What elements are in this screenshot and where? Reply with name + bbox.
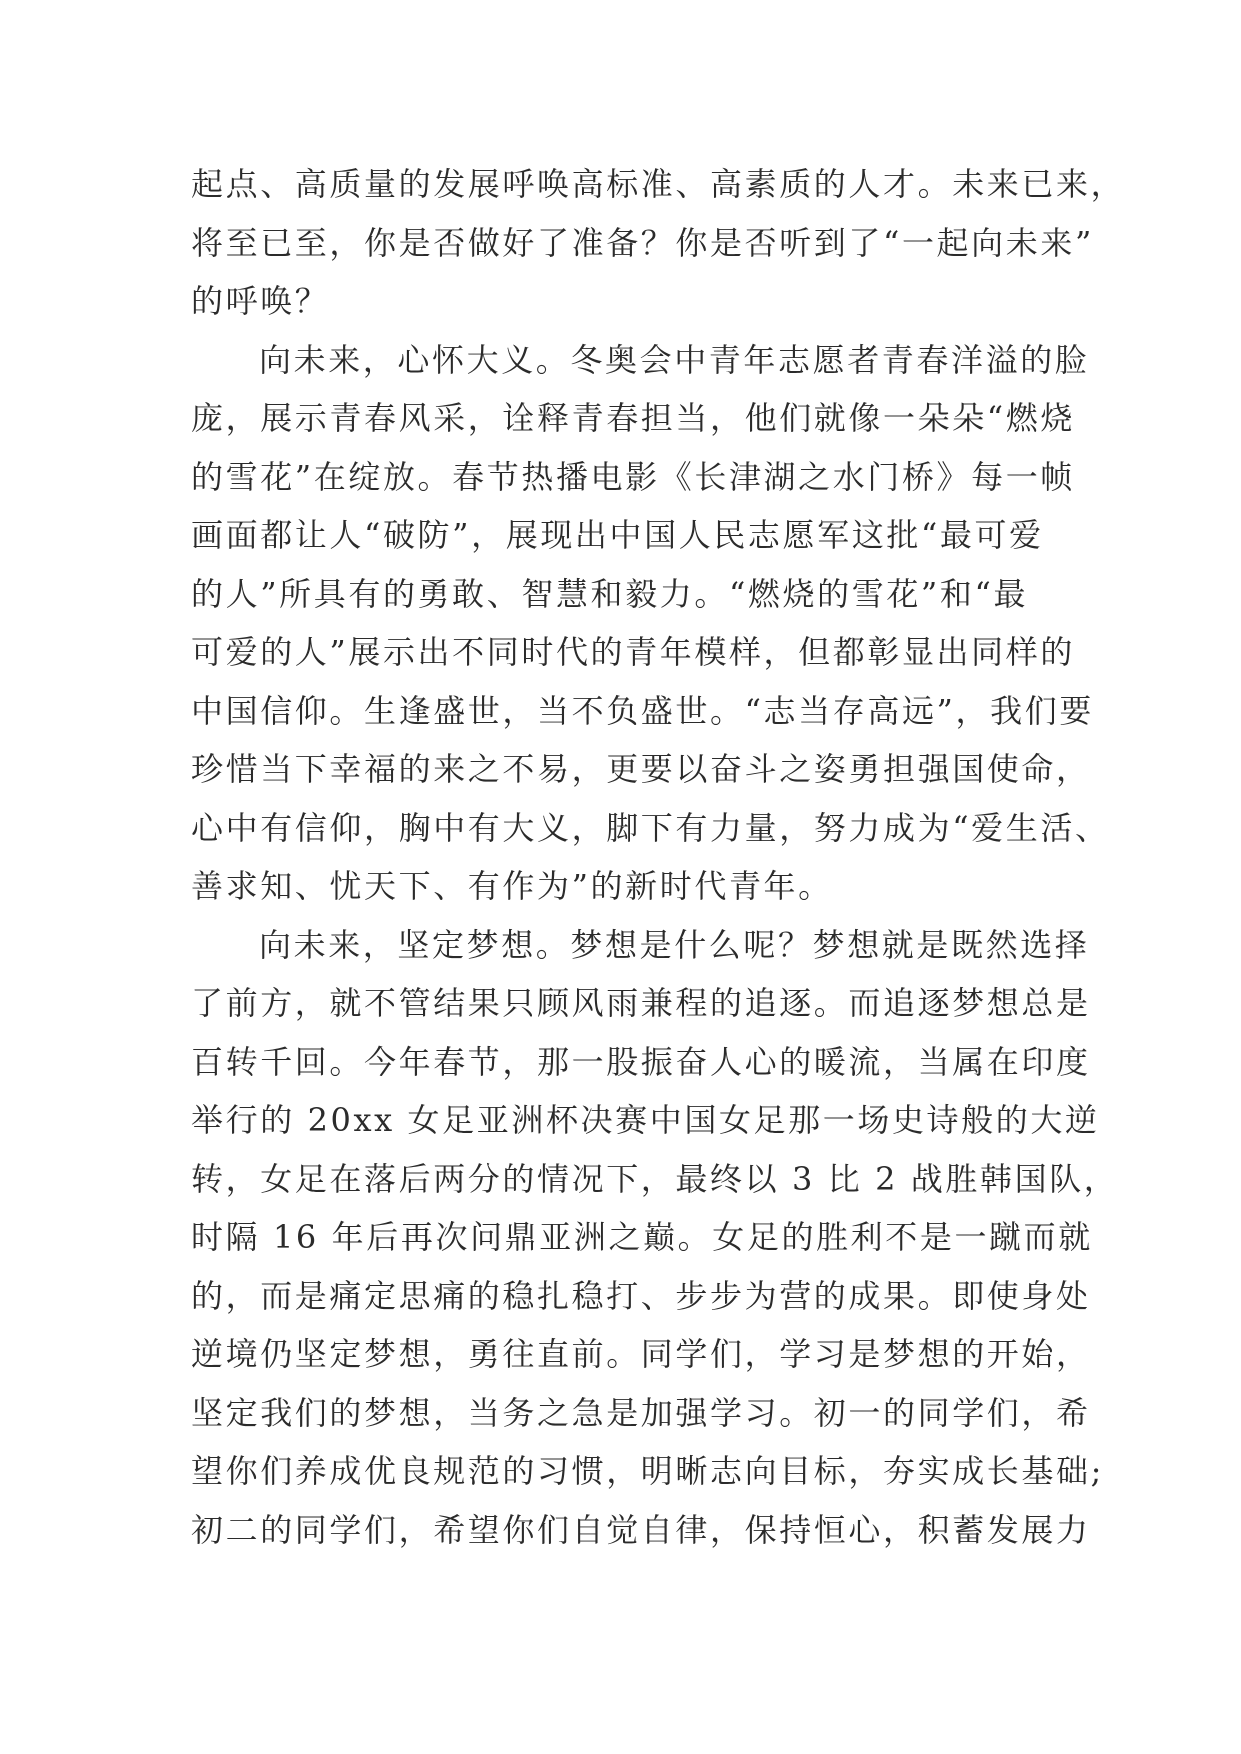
text-line: 中国信仰。生逢盛世，当不负盛世。“志当存高远”，我们要 — [191, 691, 1094, 730]
text-line: 的，而是痛定思痛的稳扎稳打、步步为营的成果。即使身处 — [191, 1276, 1091, 1315]
text-line: 转，女足在落后两分的情况下，最终以 3 比 2 战胜韩国队， — [191, 1159, 1119, 1198]
text-line: 画面都让人“破防”，展现出中国人民志愿军这批“最可爱 — [191, 516, 1044, 554]
text-line: 起点、高质量的发展呼唤高标准、高素质的人才。未来已来， — [191, 165, 1126, 203]
text-line: 庞，展示青春风采，诠释青春担当，他们就像一朵朵“燃烧 — [191, 399, 1075, 437]
text-line: 将至已至，你是否做好了准备？你是否听到了“一起向未来” — [191, 223, 1094, 262]
paragraph-start-line: 向未来，坚定梦想。梦想是什么呢？梦想就是既然选择 — [259, 925, 1090, 964]
text-line: 百转千回。今年春节，那一股振奋人心的暖流，当属在印度 — [191, 1042, 1091, 1081]
text-line: 的人”所具有的勇敢、智慧和毅力。“燃烧的雪花”和“最 — [191, 574, 1029, 613]
body-text — [191, 155, 1126, 1559]
text-line: 望你们养成优良规范的习惯，明晰志向目标，夯实成长基础; — [191, 1452, 1104, 1490]
text-line: 了前方，就不管结果只顾风雨兼程的追逐。而追逐梦想总是 — [191, 984, 1091, 1022]
text-line: 坚定我们的梦想，当务之急是加强学习。初一的同学们，希 — [191, 1393, 1091, 1432]
text-line: 时隔 16 年后再次问鼎亚洲之巅。女足的胜利不是一蹴而就 — [191, 1218, 1093, 1256]
text-line: 可爱的人”展示出不同时代的青年模样，但都彰显出同样的 — [191, 633, 1075, 671]
paragraph-start-line: 向未来，心怀大义。冬奥会中青年志愿者青春洋溢的脸 — [259, 340, 1090, 379]
text-line: 心中有信仰，胸中有大义，脚下有力量，努力成为“爱生活、 — [191, 808, 1110, 847]
text-line: 逆境仍坚定梦想，勇往直前。同学们，学习是梦想的开始， — [191, 1335, 1091, 1373]
text-line: 善求知、忧天下、有作为”的新时代青年。 — [191, 867, 833, 905]
text-line: 初二的同学们，希望你们自觉自律，保持恒心，积蓄发展力 — [191, 1510, 1091, 1549]
text-line: 珍惜当下幸福的来之不易，更要以奋斗之姿勇担强国使命， — [191, 750, 1091, 788]
text-line: 的雪花”在绽放。春节热播电影《长津湖之水门桥》每一帧 — [191, 457, 1075, 496]
text-line: 举行的 20xx 女足亚洲杯决赛中国女足那一场史诗般的大逆 — [191, 1101, 1100, 1139]
text-line: 的呼唤？ — [191, 282, 330, 320]
